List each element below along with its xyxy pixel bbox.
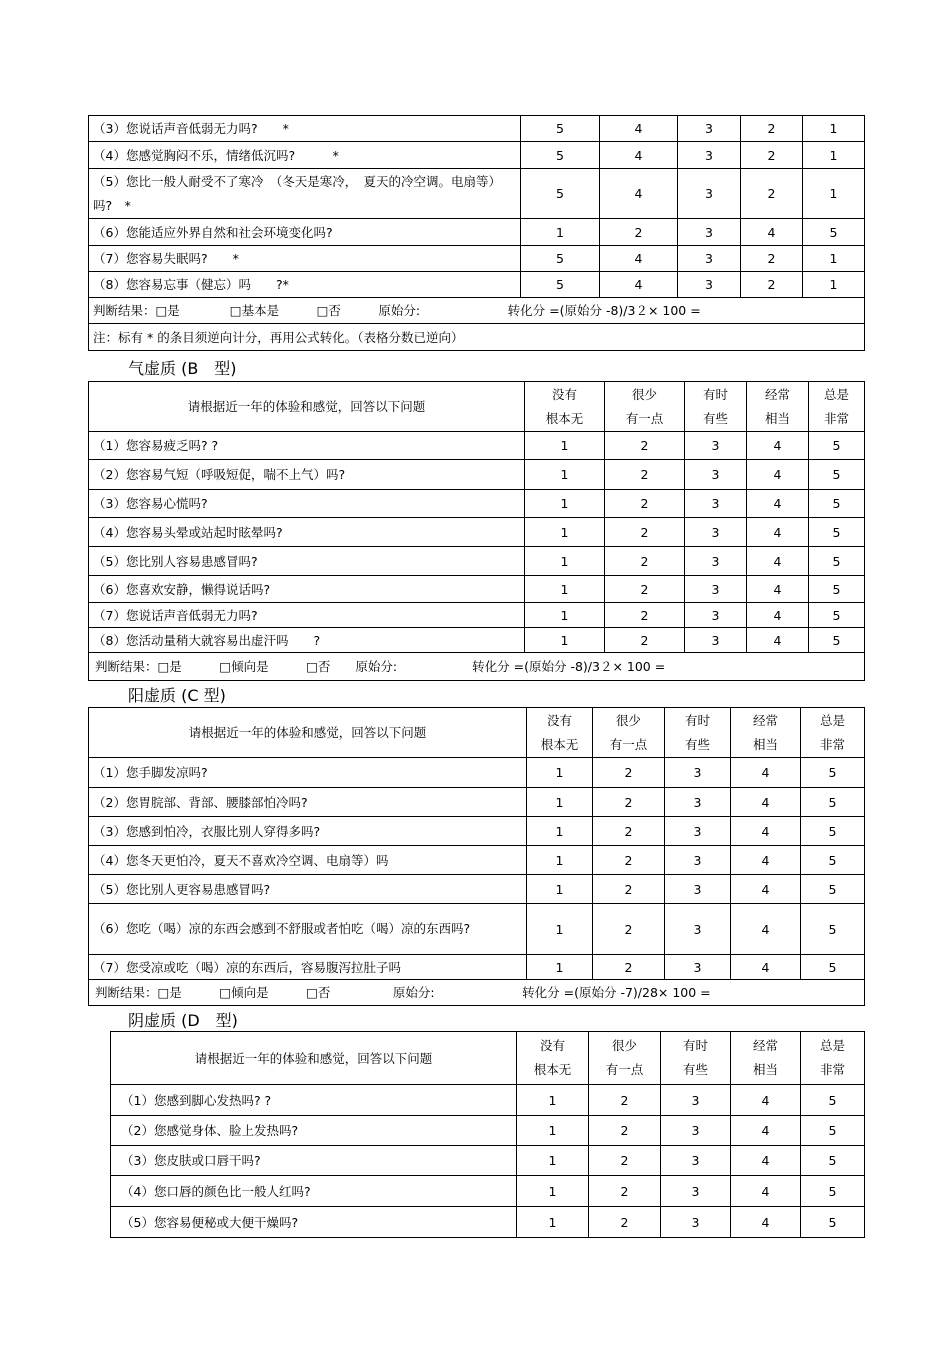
score-cell: 3 bbox=[678, 272, 741, 298]
header-cell: 经常 相当 bbox=[731, 708, 801, 758]
question-cell: （1）您感到脚心发热吗? ? bbox=[111, 1085, 517, 1116]
score-cell: 2 bbox=[741, 272, 803, 298]
score-cell: 3 bbox=[685, 490, 747, 518]
question-cell: （5）您比别人更容易患感冒吗? bbox=[89, 875, 527, 904]
score-cell: 4 bbox=[731, 846, 801, 875]
score-cell: 1 bbox=[525, 628, 605, 653]
question-cell: （6）您能适应外界自然和社会环境变化吗? bbox=[89, 219, 521, 246]
score-cell: 3 bbox=[678, 219, 741, 246]
score-cell: 1 bbox=[517, 1116, 589, 1146]
table-row bbox=[111, 1207, 865, 1238]
table-section-b bbox=[88, 381, 865, 681]
note-row bbox=[89, 324, 865, 351]
score-cell: 4 bbox=[600, 169, 678, 219]
table-row bbox=[111, 1085, 865, 1116]
judgement-row bbox=[89, 980, 865, 1006]
header-cell: 有时 有些 bbox=[685, 382, 747, 432]
score-cell: 2 bbox=[741, 246, 803, 272]
question-cell: （8）您活动量稍大就容易出虚汗吗 ? bbox=[89, 628, 525, 653]
table-row bbox=[89, 219, 865, 246]
score-cell: 2 bbox=[593, 904, 665, 955]
judgement-text: 判断结果：□是 □倾向是 □否 原始分: 转化分 =(原始分 -8)/3２× 100 = bbox=[89, 653, 865, 681]
score-cell: 2 bbox=[605, 603, 685, 628]
table-row bbox=[89, 846, 865, 875]
table-row bbox=[89, 490, 865, 518]
score-cell: 3 bbox=[685, 432, 747, 460]
score-cell: 5 bbox=[521, 272, 600, 298]
score-cell: 4 bbox=[731, 1207, 801, 1238]
score-cell: 4 bbox=[600, 246, 678, 272]
score-cell: 5 bbox=[801, 1207, 865, 1238]
score-cell: 2 bbox=[589, 1116, 661, 1146]
header-cell: 没有 根本无 bbox=[517, 1032, 589, 1085]
score-cell: 1 bbox=[525, 603, 605, 628]
table-row bbox=[89, 875, 865, 904]
score-cell: 4 bbox=[600, 142, 678, 169]
table-row bbox=[89, 518, 865, 547]
score-cell: 4 bbox=[731, 817, 801, 846]
header-cell: 没有 根本无 bbox=[525, 382, 605, 432]
score-cell: 3 bbox=[661, 1176, 731, 1207]
table-row bbox=[89, 116, 865, 142]
table-row bbox=[89, 817, 865, 846]
score-cell: 1 bbox=[527, 758, 593, 788]
score-cell: 1 bbox=[525, 547, 605, 576]
score-cell: 5 bbox=[521, 246, 600, 272]
score-cell: 1 bbox=[527, 788, 593, 817]
score-cell: 4 bbox=[747, 603, 809, 628]
table-section-a bbox=[88, 115, 865, 351]
header-cell: 经常 相当 bbox=[747, 382, 809, 432]
score-cell: 2 bbox=[589, 1176, 661, 1207]
score-cell: 3 bbox=[685, 547, 747, 576]
score-cell: 5 bbox=[801, 817, 865, 846]
score-cell: 4 bbox=[731, 788, 801, 817]
table-row bbox=[89, 603, 865, 628]
question-cell: （5）您比一般人耐受不了寒冷 （冬天是寒冷， 夏天的冷空调。电扇等）吗? * bbox=[89, 169, 521, 219]
score-cell: 2 bbox=[605, 628, 685, 653]
score-cell: 5 bbox=[801, 955, 865, 980]
score-cell: 2 bbox=[605, 490, 685, 518]
score-cell: 4 bbox=[731, 955, 801, 980]
question-cell: （7）您容易失眠吗? * bbox=[89, 246, 521, 272]
score-cell: 4 bbox=[747, 518, 809, 547]
table-row bbox=[89, 460, 865, 490]
score-cell: 4 bbox=[731, 1146, 801, 1176]
score-cell: 1 bbox=[525, 490, 605, 518]
score-cell: 3 bbox=[665, 846, 731, 875]
question-cell: （4）您冬天更怕冷，夏天不喜欢冷空调、电扇等）吗 bbox=[89, 846, 527, 875]
score-cell: 4 bbox=[600, 116, 678, 142]
score-cell: 4 bbox=[731, 1176, 801, 1207]
question-cell: （2）您感觉身体、脸上发热吗? bbox=[111, 1116, 517, 1146]
question-cell: （5）您容易便秘或大便干燥吗? bbox=[111, 1207, 517, 1238]
score-cell: 3 bbox=[678, 142, 741, 169]
question-cell: （8）您容易忘事（健忘）吗 ?* bbox=[89, 272, 521, 298]
table-row bbox=[111, 1176, 865, 1207]
table-row bbox=[111, 1116, 865, 1146]
score-cell: 2 bbox=[589, 1146, 661, 1176]
score-cell: 2 bbox=[741, 142, 803, 169]
header-cell: 经常 相当 bbox=[731, 1032, 801, 1085]
question-cell: （1）您手脚发凉吗? bbox=[89, 758, 527, 788]
score-cell: 4 bbox=[747, 628, 809, 653]
score-cell: 5 bbox=[809, 547, 865, 576]
score-cell: 1 bbox=[521, 219, 600, 246]
table-header-row bbox=[111, 1032, 865, 1085]
score-cell: 5 bbox=[801, 1116, 865, 1146]
score-cell: 1 bbox=[803, 272, 865, 298]
question-cell: （2）您胃脘部、背部、腰膝部怕冷吗? bbox=[89, 788, 527, 817]
judgement-row bbox=[89, 298, 865, 324]
question-cell: （1）您容易疲乏吗? ? bbox=[89, 432, 525, 460]
score-cell: 3 bbox=[665, 875, 731, 904]
header-cell: 很少 有一点 bbox=[589, 1032, 661, 1085]
question-cell: （3）您说话声音低弱无力吗? * bbox=[89, 116, 521, 142]
section-b-title: 气虚质 (B 型) bbox=[128, 359, 237, 378]
score-cell: 3 bbox=[685, 460, 747, 490]
table-row bbox=[89, 628, 865, 653]
table-row bbox=[89, 272, 865, 298]
score-cell: 1 bbox=[517, 1176, 589, 1207]
header-cell: 总是 非常 bbox=[809, 382, 865, 432]
score-cell: 5 bbox=[801, 1146, 865, 1176]
section-d-title: 阴虚质 (D 型) bbox=[128, 1011, 238, 1030]
question-cell: （6）您吃（喝）凉的东西会感到不舒服或者怕吃（喝）凉的东西吗? bbox=[89, 904, 527, 955]
score-cell: 2 bbox=[605, 460, 685, 490]
score-cell: 2 bbox=[589, 1207, 661, 1238]
table-row bbox=[89, 576, 865, 603]
score-cell: 4 bbox=[747, 490, 809, 518]
score-cell: 5 bbox=[803, 219, 865, 246]
question-cell: （2）您容易气短（呼吸短促，喘不上气）吗? bbox=[89, 460, 525, 490]
score-cell: 2 bbox=[600, 219, 678, 246]
score-cell: 1 bbox=[525, 518, 605, 547]
score-cell: 5 bbox=[801, 1176, 865, 1207]
judgement-text: 判断结果：□是 □基本是 □否 原始分: 转化分 =(原始分 -8)/3２× 100 = bbox=[89, 298, 865, 324]
header-cell: 有时 有些 bbox=[665, 708, 731, 758]
score-cell: 1 bbox=[517, 1146, 589, 1176]
score-cell: 1 bbox=[803, 142, 865, 169]
score-cell: 1 bbox=[527, 904, 593, 955]
score-cell: 1 bbox=[517, 1085, 589, 1116]
score-cell: 5 bbox=[801, 875, 865, 904]
score-cell: 1 bbox=[525, 576, 605, 603]
question-cell: （6）您喜欢安静，懒得说话吗? bbox=[89, 576, 525, 603]
table-row bbox=[89, 547, 865, 576]
score-cell: 1 bbox=[527, 846, 593, 875]
question-cell: （4）您口唇的颜色比一般人红吗? bbox=[111, 1176, 517, 1207]
table-row bbox=[89, 432, 865, 460]
question-cell: （3）您皮肤或口唇干吗? bbox=[111, 1146, 517, 1176]
score-cell: 3 bbox=[665, 904, 731, 955]
score-cell: 4 bbox=[731, 875, 801, 904]
score-cell: 1 bbox=[525, 460, 605, 490]
score-cell: 1 bbox=[803, 169, 865, 219]
score-cell: 4 bbox=[731, 1116, 801, 1146]
score-cell: 3 bbox=[661, 1085, 731, 1116]
question-cell: （4）您容易头晕或站起时眩晕吗? bbox=[89, 518, 525, 547]
score-cell: 5 bbox=[801, 758, 865, 788]
score-cell: 3 bbox=[678, 246, 741, 272]
score-cell: 1 bbox=[527, 875, 593, 904]
score-cell: 2 bbox=[605, 576, 685, 603]
score-cell: 2 bbox=[593, 955, 665, 980]
score-cell: 3 bbox=[661, 1146, 731, 1176]
question-cell: （7）您受凉或吃（喝）凉的东西后，容易腹泻拉肚子吗 bbox=[89, 955, 527, 980]
score-cell: 5 bbox=[801, 846, 865, 875]
table-header-row bbox=[89, 382, 865, 432]
score-cell: 2 bbox=[593, 875, 665, 904]
score-cell: 3 bbox=[685, 628, 747, 653]
question-cell: （7）您说话声音低弱无力吗? bbox=[89, 603, 525, 628]
score-cell: 1 bbox=[525, 432, 605, 460]
score-cell: 5 bbox=[809, 603, 865, 628]
score-cell: 1 bbox=[803, 116, 865, 142]
score-cell: 2 bbox=[741, 169, 803, 219]
score-cell: 4 bbox=[747, 576, 809, 603]
score-cell: 2 bbox=[593, 788, 665, 817]
score-cell: 5 bbox=[809, 432, 865, 460]
judgement-row bbox=[89, 653, 865, 681]
header-cell: 有时 有些 bbox=[661, 1032, 731, 1085]
header-question: 请根据近一年的体验和感觉，回答以下问题 bbox=[111, 1032, 517, 1085]
table-row bbox=[89, 169, 865, 219]
score-cell: 3 bbox=[685, 576, 747, 603]
header-cell: 很少 有一点 bbox=[605, 382, 685, 432]
score-cell: 5 bbox=[809, 518, 865, 547]
score-cell: 2 bbox=[741, 116, 803, 142]
table-row bbox=[89, 246, 865, 272]
table-header-row bbox=[89, 708, 865, 758]
table-row bbox=[111, 1146, 865, 1176]
section-c-title: 阳虚质 (C 型) bbox=[128, 686, 226, 705]
score-cell: 3 bbox=[665, 758, 731, 788]
score-cell: 5 bbox=[801, 904, 865, 955]
score-cell: 3 bbox=[661, 1207, 731, 1238]
table-row bbox=[89, 142, 865, 169]
score-cell: 3 bbox=[678, 116, 741, 142]
table-section-d bbox=[110, 1031, 865, 1238]
score-cell: 2 bbox=[593, 846, 665, 875]
score-cell: 5 bbox=[521, 142, 600, 169]
header-cell: 总是 非常 bbox=[801, 708, 865, 758]
score-cell: 4 bbox=[741, 219, 803, 246]
question-cell: （4）您感觉胸闷不乐，情绪低沉吗? * bbox=[89, 142, 521, 169]
score-cell: 2 bbox=[593, 817, 665, 846]
judgement-text: 判断结果：□是 □倾向是 □否 原始分: 转化分 =(原始分 -7)/28× 100 = bbox=[89, 980, 865, 1006]
table-row bbox=[89, 788, 865, 817]
score-cell: 4 bbox=[731, 1085, 801, 1116]
score-cell: 2 bbox=[605, 547, 685, 576]
score-cell: 3 bbox=[685, 603, 747, 628]
question-cell: （3）您感到怕冷，衣服比别人穿得多吗? bbox=[89, 817, 527, 846]
score-cell: 1 bbox=[803, 246, 865, 272]
score-cell: 2 bbox=[605, 518, 685, 547]
question-cell: （5）您比别人容易患感冒吗? bbox=[89, 547, 525, 576]
header-cell: 很少 有一点 bbox=[593, 708, 665, 758]
score-cell: 5 bbox=[809, 576, 865, 603]
score-cell: 2 bbox=[589, 1085, 661, 1116]
score-cell: 4 bbox=[747, 460, 809, 490]
note-text: 注：标有 * 的条目须逆向计分，再用公式转化。（表格分数已逆向） bbox=[89, 324, 865, 351]
score-cell: 5 bbox=[809, 460, 865, 490]
table-section-c bbox=[88, 707, 865, 1006]
header-question: 请根据近一年的体验和感觉，回答以下问题 bbox=[89, 708, 527, 758]
score-cell: 5 bbox=[809, 628, 865, 653]
score-cell: 5 bbox=[801, 1085, 865, 1116]
header-cell: 总是 非常 bbox=[801, 1032, 865, 1085]
score-cell: 4 bbox=[747, 432, 809, 460]
score-cell: 4 bbox=[731, 904, 801, 955]
header-cell: 没有 根本无 bbox=[527, 708, 593, 758]
question-cell: （3）您容易心慌吗? bbox=[89, 490, 525, 518]
score-cell: 4 bbox=[731, 758, 801, 788]
score-cell: 3 bbox=[665, 817, 731, 846]
score-cell: 5 bbox=[521, 116, 600, 142]
score-cell: 1 bbox=[527, 955, 593, 980]
score-cell: 3 bbox=[665, 955, 731, 980]
table-row bbox=[89, 758, 865, 788]
score-cell: 1 bbox=[527, 817, 593, 846]
score-cell: 5 bbox=[809, 490, 865, 518]
score-cell: 5 bbox=[521, 169, 600, 219]
score-cell: 4 bbox=[600, 272, 678, 298]
score-cell: 3 bbox=[678, 169, 741, 219]
header-question: 请根据近一年的体验和感觉，回答以下问题 bbox=[89, 382, 525, 432]
table-row bbox=[89, 955, 865, 980]
score-cell: 1 bbox=[517, 1207, 589, 1238]
score-cell: 2 bbox=[593, 758, 665, 788]
table-row bbox=[89, 904, 865, 955]
score-cell: 4 bbox=[747, 547, 809, 576]
score-cell: 3 bbox=[661, 1116, 731, 1146]
score-cell: 3 bbox=[685, 518, 747, 547]
score-cell: 3 bbox=[665, 788, 731, 817]
score-cell: 2 bbox=[605, 432, 685, 460]
score-cell: 5 bbox=[801, 788, 865, 817]
